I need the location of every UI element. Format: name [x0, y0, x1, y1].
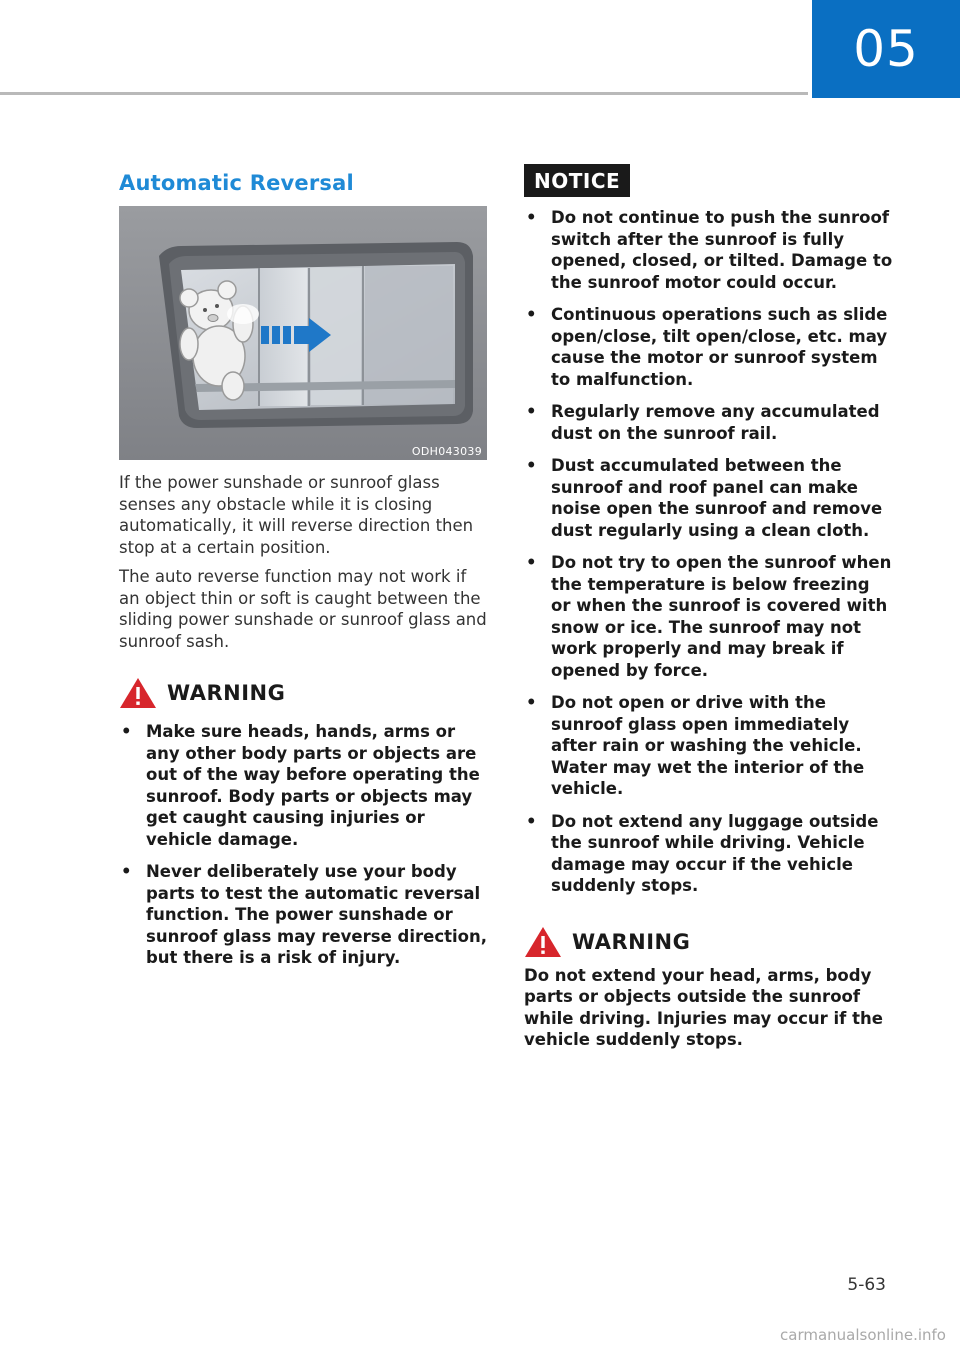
warning-triangle-icon — [524, 925, 562, 959]
warning-header — [119, 676, 489, 710]
chapter-number: 05 — [853, 20, 919, 78]
paragraph: If the power sunshade or sunroof glass senses any obstacle while it is closing automatically, it will reverse direction then stop at a certain position. — [119, 473, 474, 557]
header-rule — [0, 92, 808, 95]
list-item: • Do not continue to push the sunroof switch after the sunroof is fully opened, closed, or tilted. Damage to the sunroof motor could occur. — [526, 208, 893, 292]
list-item: • Make sure heads, hands, arms or any other body parts or objects are out of the way before operating the sunroof. Body parts or objects may get caught causing injuries or vehicle damage. — [121, 722, 480, 849]
bullet: • — [526, 305, 537, 324]
warning-text: Do not extend your head, arms, body parts or objects outside the sunroof while driving. Injuries may occur if the vehicle suddenly stops. — [524, 965, 883, 1049]
bullet: • — [526, 402, 537, 421]
bullet: • — [526, 208, 537, 227]
list-item: • Do not extend any luggage outside the sunroof while driving. Vehicle damage may occur if the vehicle suddenly stops. — [526, 811, 879, 895]
list-item: • Continuous operations such as slide open/close, tilt open/close, etc. may cause the motor or sunroof system to malfunction. — [526, 305, 888, 389]
section-title: Automatic Reversal — [119, 171, 354, 195]
left-column — [119, 168, 489, 969]
bullet: • — [526, 693, 537, 712]
bullet: • — [526, 553, 537, 572]
right-column — [524, 164, 894, 1051]
notice-list — [524, 207, 894, 897]
bullet: • — [526, 456, 537, 475]
list-item: • Do not open or drive with the sunroof glass open immediately after rain or washing the vehicle. Water may wet the interior of the vehicle. — [526, 693, 865, 798]
warning-header — [524, 925, 894, 959]
list-item: • Regularly remove any accumulated dust on the sunroof rail. — [526, 402, 880, 443]
list-item: • Never deliberately use your body parts to test the automatic reversal function. The power sunshade or sunroof glass may reverse direction, but there is a risk of injury. — [121, 862, 487, 967]
list-item: • Dust accumulated between the sunroof and roof panel can make noise open the sunroof and remove dust regularly using a clean cloth. — [526, 456, 883, 540]
bullet: • — [121, 722, 132, 741]
warning-list — [119, 721, 489, 969]
warning-label: WARNING — [167, 681, 286, 705]
bullet: • — [526, 811, 537, 831]
sunroof-figure — [119, 206, 487, 460]
figure-code: ODH043039 — [411, 445, 482, 458]
warning-label: WARNING — [572, 929, 691, 954]
sunroof-illustration — [119, 206, 487, 460]
bullet: • — [121, 862, 132, 881]
chapter-tab — [812, 0, 960, 98]
watermark: carmanualsonline.info — [780, 1326, 946, 1344]
paragraph: The auto reverse function may not work if an object thin or soft is caught between the sliding power sunshade or sunroof glass and sunroof sash. — [119, 567, 487, 651]
notice-badge: NOTICE — [524, 164, 630, 197]
list-item: • Do not try to open the sunroof when the temperature is below freezing or when the sunroof is covered with snow or ice. The sunroof may not work properly and may break if opened by force. — [526, 553, 892, 680]
page-number: 5-63 — [847, 1275, 886, 1295]
warning-triangle-icon — [119, 676, 157, 710]
